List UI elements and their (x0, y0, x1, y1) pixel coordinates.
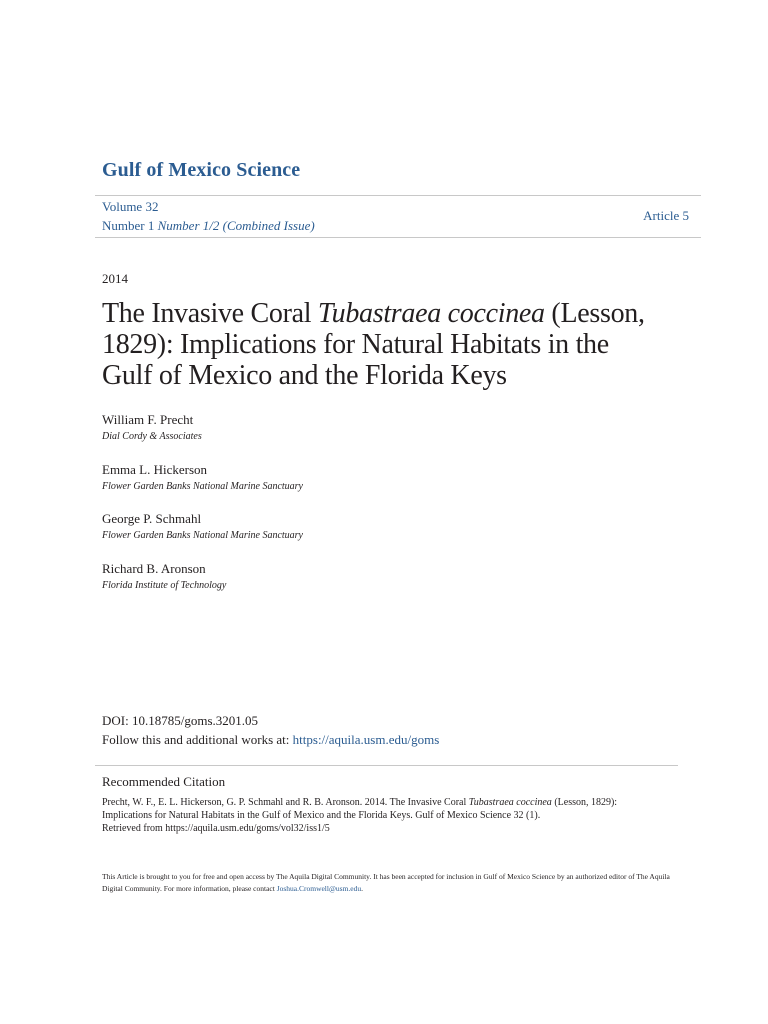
follow-label: Follow this and additional works at: (102, 732, 293, 747)
recommended-citation (102, 796, 662, 835)
author-name: Emma L. Hickerson (102, 462, 208, 477)
publication-year: 2014 (102, 271, 128, 286)
author-affiliation: Florida Institute of Technology (102, 580, 227, 591)
access-notice-text: This Article is brought to you for free and open access by The Aquila Digital Community. It has been accepted for inclusion in Gulf of Mexico Science by an authorized editor of The Aquila Digital Community. For more information, please contact (102, 872, 670, 893)
doi-text: DOI: 10.18785/goms.3201.05 (102, 713, 258, 728)
author-affiliation: Dial Cordy & Associates (102, 431, 202, 442)
title-species: Tubastraea coccinea (317, 298, 545, 329)
author-affiliation: Flower Garden Banks National Marine Sanctuary (102, 481, 303, 492)
author-name: George P. Schmahl (102, 511, 202, 526)
article-title (102, 298, 662, 391)
follow-line (102, 732, 439, 748)
top-divider (95, 195, 701, 196)
author-block (102, 511, 303, 541)
number-link[interactable]: Number 1 (102, 218, 155, 233)
journal-title-link[interactable]: Gulf of Mexico Science (102, 159, 301, 181)
header-divider (95, 237, 701, 238)
access-notice (102, 871, 677, 895)
collection-link[interactable]: https://aquila.usm.edu/goms (292, 732, 440, 747)
contact-email-link[interactable]: Joshua.Cromwell@usm.edu (276, 884, 362, 893)
volume-link[interactable]: Volume 32 (102, 199, 159, 214)
title-part-2: (Lesson, 1829): Implications for Natural Habitats in the Gulf of Mexico and the Florida Keys (102, 298, 645, 391)
author-affiliation: Flower Garden Banks National Marine Sanctuary (102, 530, 303, 541)
author-block (102, 412, 202, 442)
title-part-1: The Invasive Coral (102, 298, 318, 329)
issue-line (102, 218, 315, 234)
citation-part-1: Precht, W. F., E. L. Hickerson, G. P. Schmahl and R. B. Aronson. 2014. The Invasive Coral (102, 797, 469, 808)
access-notice-end: . (361, 884, 363, 893)
citation-heading: Recommended Citation (102, 774, 226, 789)
author-name: Richard B. Aronson (102, 561, 206, 576)
author-block (102, 561, 226, 591)
citation-species: Tubastraea coccinea (468, 797, 552, 808)
citation-part-2: (Lesson, 1829): Implications for Natural Habitats in the Gulf of Mexico and the Florida Keys. Gulf of Mexico Science 32 (1). (102, 797, 618, 821)
author-name: William F. Precht (102, 412, 194, 427)
author-block (102, 462, 303, 492)
citation-divider (95, 765, 678, 766)
citation-retrieved: Retrieved from https://aquila.usm.edu/goms/vol32/iss1/5 (102, 823, 330, 834)
issue-note-link[interactable]: Number 1/2 (Combined Issue) (157, 218, 315, 233)
article-number-link[interactable]: Article 5 (643, 208, 689, 223)
